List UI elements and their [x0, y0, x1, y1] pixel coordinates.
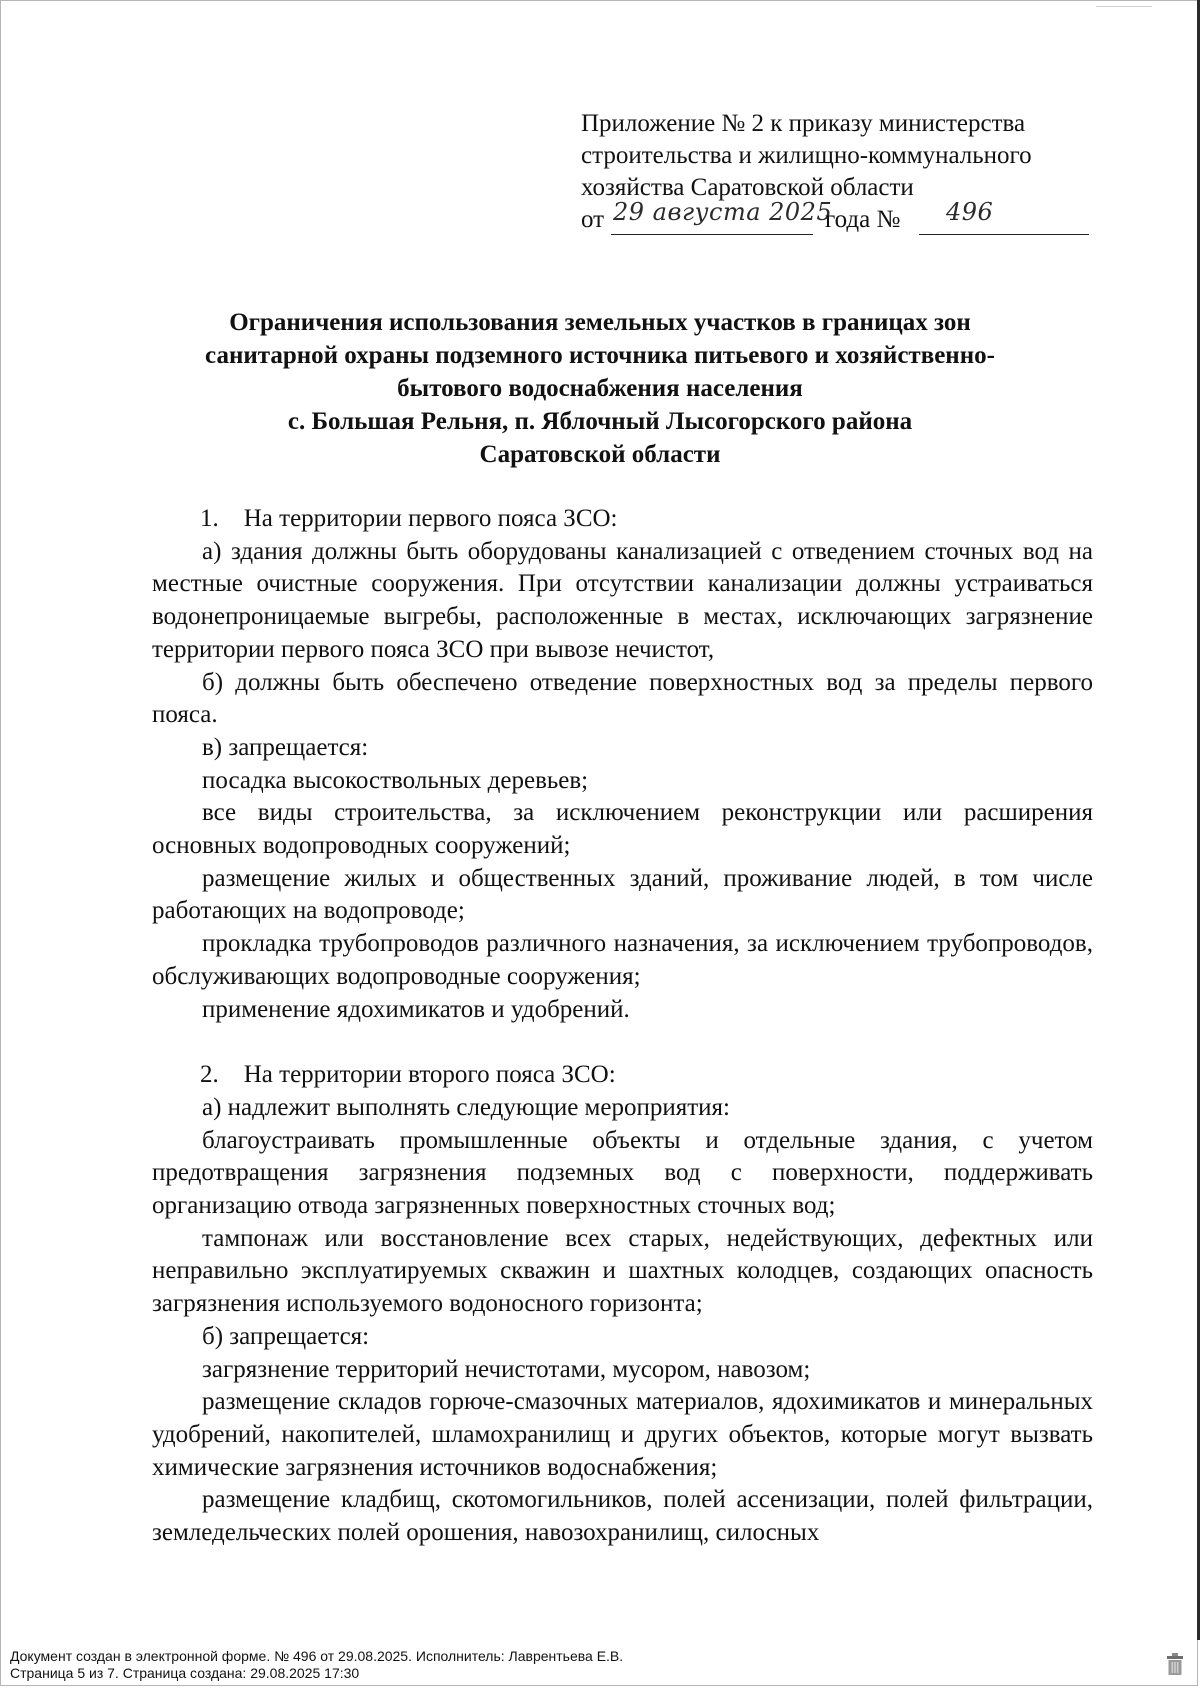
- handwritten-number: 496: [946, 198, 994, 226]
- paragraph: все виды строительства, за исключением реконструкции или расширения основных водопроводных сооружений;: [152, 799, 1093, 860]
- paragraph: размещение жилых и общественных зданий, проживание людей, в том числе работающих на водопроводе;: [152, 864, 1093, 925]
- section-heading: 2. На территории второго пояса ЗСО:: [200, 1061, 616, 1089]
- number-blank: [919, 204, 1089, 235]
- paragraph: размещение кладбищ, скотомогильников, полей ассенизации, полей фильтрации, земледельческих полей орошения, навозохранилищ, силосных: [152, 1486, 1093, 1547]
- title-line: Ограничения использования земельных участков в границах зон: [229, 309, 971, 336]
- document-body: [152, 503, 1093, 1550]
- title-line: бытового водоснабжения населения: [397, 375, 803, 402]
- paragraph: а) здания должны быть оборудованы канализацией с отведением сточных вод на местные очистные сооружения. При отсутствии канализации должны устраиваться водонепроницаемые выгребы, расположенные в местах, исключающих загрязнение территории первого пояса ЗСО при вывозе нечистот,: [152, 537, 1093, 663]
- section-heading: 1. На территории первого пояса ЗСО:: [200, 505, 618, 532]
- order-reference: [581, 198, 1101, 236]
- paragraph: благоустраивать промышленные объекты и отдельные здания, с учетом предотвращения загрязнения подземных вод с поверхности, поддерживать организацию отвода загрязненных поверхностных сточных вод;: [152, 1126, 1093, 1220]
- year-number-label: года №: [825, 206, 901, 233]
- page-footer: [10, 1648, 1010, 1682]
- paragraph: б) должны быть обеспечено отведение поверхностных вод за пределы первого пояса.: [152, 668, 1093, 729]
- paragraph: прокладка трубопроводов различного назначения, за исключением трубопроводов, обслуживающих водопроводные сооружения;: [152, 930, 1093, 990]
- handwritten-date: 29 августа 2025: [613, 198, 833, 226]
- paragraph: размещение складов горюче-смазочных материалов, ядохимикатов и минеральных удобрений, накопителей, шламохранилищ и других объектов, которые могут вызвать химические загрязнения источников водоснабжения;: [152, 1388, 1093, 1481]
- title-line: санитарной охраны подземного источника питьевого и хозяйственно-: [205, 342, 995, 369]
- paragraph: а) надлежит выполнять следующие мероприятия:: [202, 1093, 730, 1121]
- paragraph: в) запрещается:: [202, 733, 369, 761]
- scan-corner-mark: [1096, 0, 1152, 7]
- trash-icon[interactable]: [1166, 1652, 1184, 1676]
- footer-line: Документ создан в электронной форме. № 496 от 29.08.2025. Исполнитель: Лаврентьева Е.В.: [10, 1648, 624, 1664]
- section-gap: [152, 1026, 1093, 1059]
- footer-line: Страница 5 из 7. Страница создана: 29.08.2025 17:30: [10, 1665, 360, 1681]
- title-line: Саратовской области: [479, 441, 721, 468]
- paragraph: б) запрещается:: [202, 1322, 370, 1350]
- paragraph: применение ядохимикатов и удобрений.: [202, 995, 630, 1023]
- from-label: от: [581, 206, 605, 233]
- paragraph: тампонаж или восстановление всех старых, недействующих, дефектных или неправильно эксплуатируемых скважин и шахтных колодцев, создающих опасность загрязнения используемого водоносного горизонта;: [152, 1224, 1093, 1318]
- appendix-header: [581, 108, 1101, 236]
- document-title: [140, 306, 1060, 471]
- paragraph: посадка высокоствольных деревьев;: [202, 766, 589, 794]
- appendix-line: строительства и жилищно-коммунального: [581, 142, 1032, 169]
- appendix-line: хозяйства Саратовской области: [581, 174, 914, 201]
- paragraph: загрязнение территорий нечистотами, мусором, навозом;: [202, 1355, 811, 1383]
- title-line: с. Большая Рельня, п. Яблочный Лысогорского района: [287, 408, 913, 435]
- appendix-line: Приложение № 2 к приказу министерства: [581, 110, 1026, 137]
